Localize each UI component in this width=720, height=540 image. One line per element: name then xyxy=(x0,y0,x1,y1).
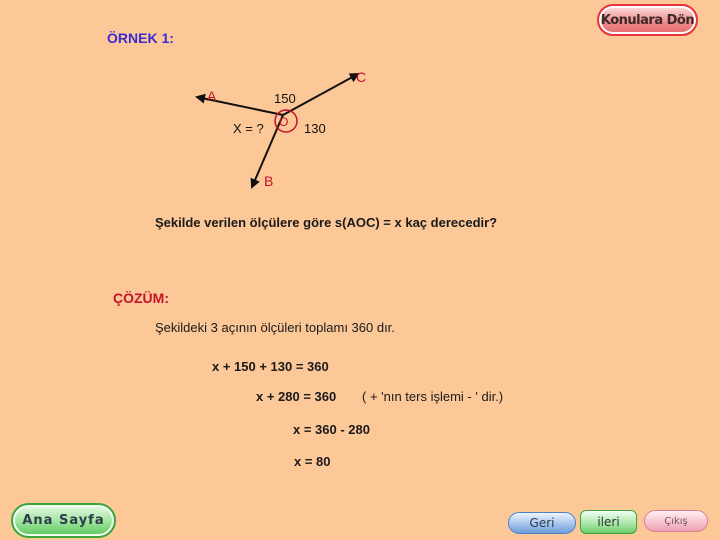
angle-130-label: 130 xyxy=(304,121,326,136)
point-c-label: C xyxy=(356,69,367,85)
point-b-label: B xyxy=(264,173,274,189)
solution-step-2-note: ( + 'nın ters işlemi - ' dir.) xyxy=(362,389,504,404)
exit-button-label: Çıkış xyxy=(664,515,688,527)
next-button[interactable] xyxy=(580,510,637,534)
point-a-label: A xyxy=(207,88,217,104)
next-button-label: ileri xyxy=(597,515,620,529)
solution-step-4: x = 80 xyxy=(294,454,331,469)
topics-return-label: Konulara Dön xyxy=(600,12,695,28)
back-button-label: Geri xyxy=(529,516,555,530)
solution-step-2: x + 280 = 360 xyxy=(256,389,337,404)
angle-150-label: 150 xyxy=(274,91,296,106)
back-button[interactable] xyxy=(508,512,576,534)
solution-title: ÇÖZÜM: xyxy=(113,290,169,306)
home-button[interactable] xyxy=(11,503,116,538)
home-button-label: Ana Sayfa xyxy=(22,513,105,528)
solution-step-1: x + 150 + 130 = 360 xyxy=(212,359,329,374)
solution-statement: Şekildeki 3 açının ölçüleri toplamı 360 dır. xyxy=(155,320,395,335)
example-title: ÖRNEK 1: xyxy=(107,30,174,46)
solution-step-3: x = 360 - 280 xyxy=(293,422,370,437)
angle-x-label: X = ? xyxy=(233,121,264,136)
question-text: Şekilde verilen ölçülere göre s(AOC) = x kaç derecedir? xyxy=(155,215,498,230)
exit-button[interactable] xyxy=(644,510,708,532)
point-o-label: O xyxy=(279,115,289,129)
